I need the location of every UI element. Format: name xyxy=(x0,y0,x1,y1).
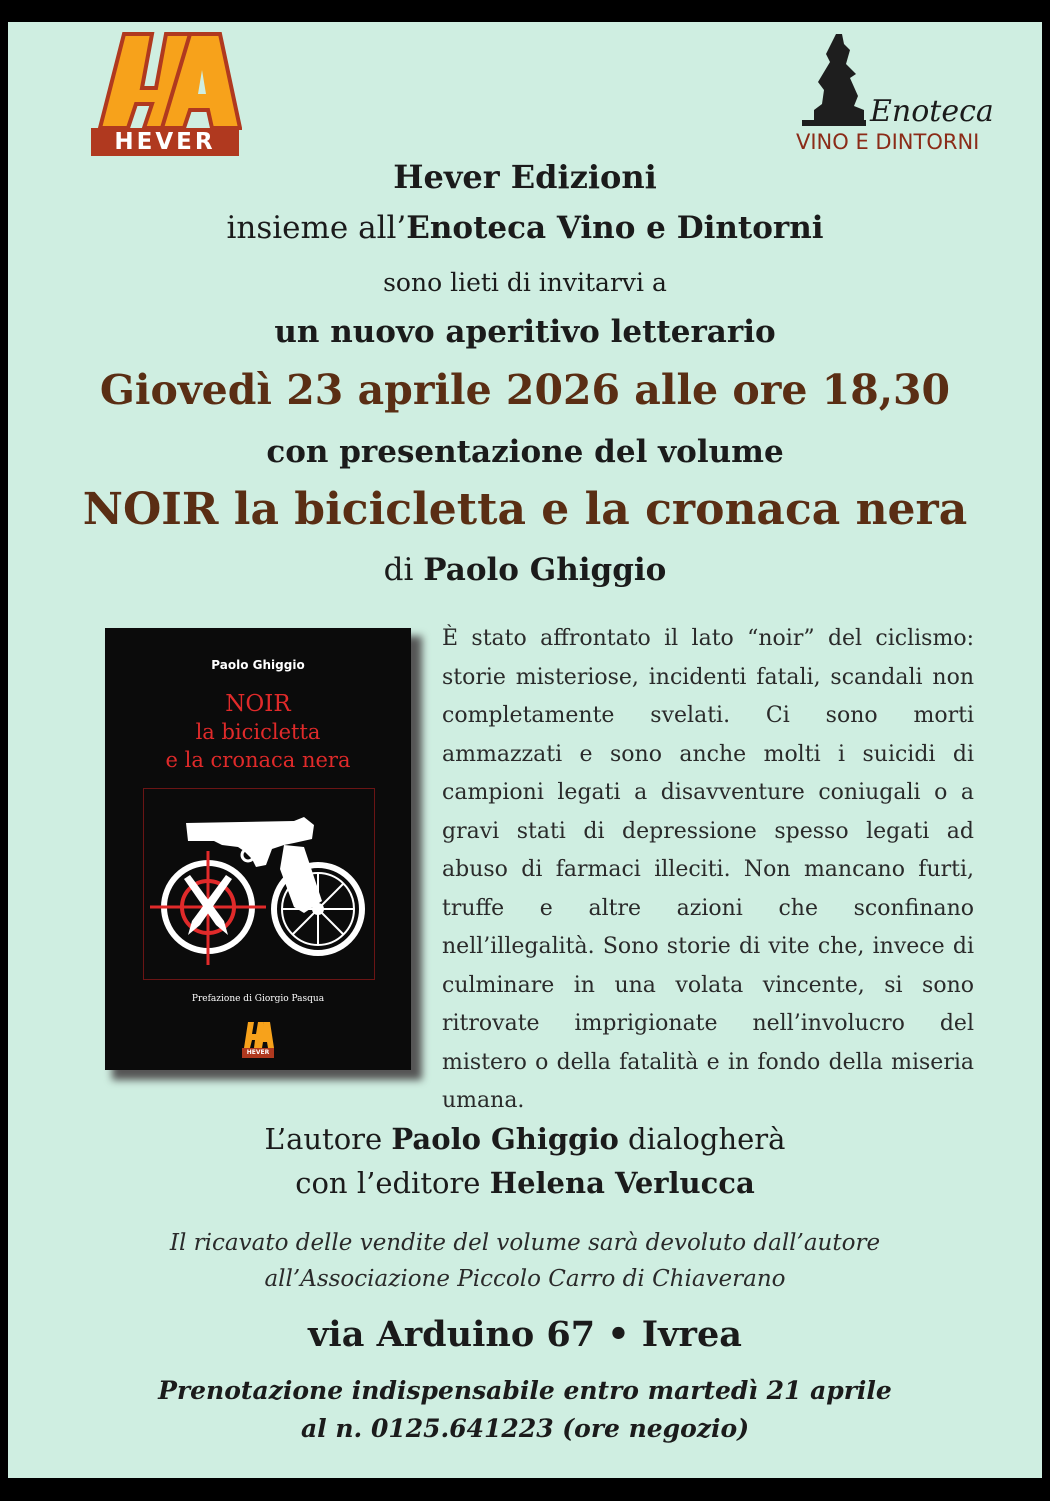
book-description: È stato affrontato il lato “noir” del ciclismo: storie misteriose, incidenti fatali, scandali non completamente svelati. Ci sono morti ammazzati e sono anche molti i suicidi di campioni legati a disavventure coniugali o a gravi stati di depressione spesso legati ad abuso di farmaci illeciti. Non mancano furti, truffe e altre azioni che sconfinano nell’illegalità. Sono storie di vite che, invece di culminare in una volata vincente, si sono ritrovate imprigionate nell’involucro del mistero o della fatalità e in fondo della miseria umana. xyxy=(442,626,974,1113)
gun-bicycle-icon xyxy=(144,789,374,979)
publisher-name: Hever Edizioni xyxy=(393,158,657,196)
by-prefix: di xyxy=(383,552,414,588)
book-cover-author: Paolo Ghiggio xyxy=(211,658,305,672)
dialogue-line1 xyxy=(8,1122,1042,1156)
dialogue-l1-prefix: L’autore xyxy=(264,1122,383,1156)
dialogue-author: Paolo Ghiggio xyxy=(391,1122,619,1156)
hever-small-icon xyxy=(242,1020,274,1050)
event-address: via Arduino 67 • Ivrea xyxy=(308,1314,742,1355)
event-type: un nuovo aperitivo letterario xyxy=(274,314,776,350)
together-line xyxy=(8,210,1042,246)
charity-line2: all’Associazione Piccolo Carro di Chiaverano xyxy=(264,1266,786,1292)
presentation-line: con presentazione del volume xyxy=(266,434,784,470)
event-datetime: Giovedì 23 aprile 2026 alle ore 18,30 xyxy=(99,366,951,414)
author-line xyxy=(8,552,1042,588)
hever-logo-text: HEVER xyxy=(91,128,239,156)
enoteca-subtitle: VINO E DINTORNI xyxy=(796,130,980,154)
book-cover-title-line1: NOIR xyxy=(225,691,291,717)
statue-icon xyxy=(798,30,878,130)
hever-logo xyxy=(86,30,242,156)
author-name: Paolo Ghiggio xyxy=(423,552,667,588)
dialogue-line2 xyxy=(8,1166,1042,1200)
enoteca-logo xyxy=(792,30,1007,160)
together-prefix: insieme all’ xyxy=(226,210,407,246)
dialogue-l1-suffix: dialogherà xyxy=(628,1122,786,1156)
dialogue-l2-prefix: con l’editore xyxy=(295,1166,481,1200)
book-cover-hever-logo xyxy=(242,1020,274,1058)
book-cover-title xyxy=(105,690,411,774)
dialogue-editor: Helena Verlucca xyxy=(489,1166,755,1200)
charity-line1: Il ricavato delle vendite del volume sarà devoluto dall’autore xyxy=(169,1230,881,1256)
invitation-poster xyxy=(8,22,1042,1478)
enoteca-word: Enoteca xyxy=(870,94,994,129)
book-cover-title-line2: la bicicletta xyxy=(195,720,321,744)
book-cover-title-line3: e la cronaca nera xyxy=(165,748,351,772)
book-title-heading: NOIR la bicicletta e la cronaca nera xyxy=(82,484,968,535)
invite-line: sono lieti di invitarvi a xyxy=(383,268,667,297)
book-cover-publisher-mark: HEVER xyxy=(242,1048,274,1058)
book-cover xyxy=(105,628,411,1070)
together-name: Enoteca Vino e Dintorni xyxy=(406,210,824,246)
booking-line2: al n. 0125.641223 (ore negozio) xyxy=(300,1414,750,1443)
hever-mark-icon xyxy=(86,30,242,130)
booking-line1: Prenotazione indispensabile entro martedì 21 aprile xyxy=(158,1376,892,1405)
book-cover-preface: Prefazione di Giorgio Pasqua xyxy=(191,994,325,1004)
book-cover-frame xyxy=(143,788,375,980)
